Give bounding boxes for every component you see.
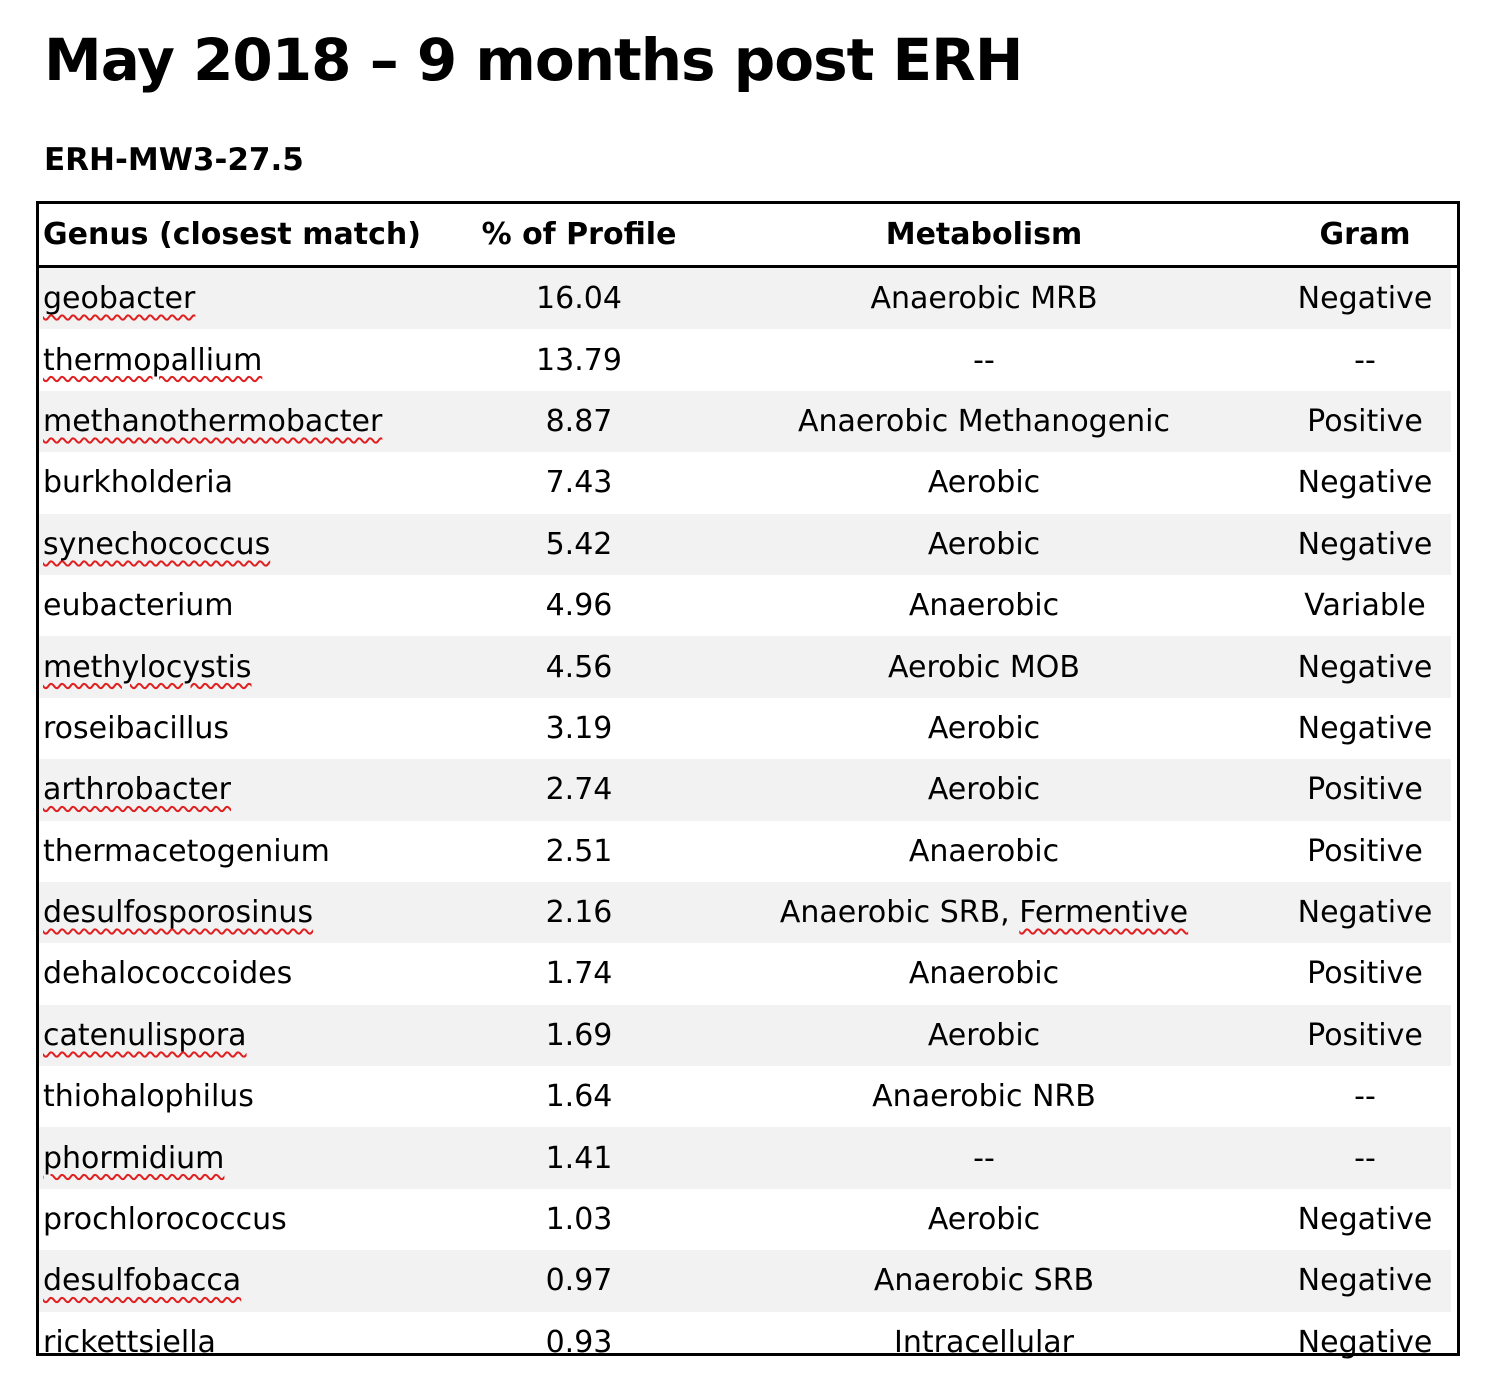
metabolism-cell: Aerobic (927, 465, 1041, 501)
table-row (39, 1312, 1451, 1373)
percent-cell: 0.97 (545, 1263, 613, 1299)
gram-cell: Negative (1297, 281, 1433, 317)
percent-cell: 3.19 (545, 710, 613, 746)
percent-cell: 4.96 (545, 588, 613, 624)
metabolism-misspelled-word: Fermentive (1019, 895, 1189, 931)
metabolism-cell: Aerobic (927, 710, 1041, 746)
metabolism-cell: Anaerobic (908, 956, 1060, 992)
genus-cell: thermopallium (43, 342, 263, 378)
gram-cell: Positive (1307, 833, 1423, 869)
gram-cell: Positive (1307, 1017, 1423, 1053)
percent-cell: 4.56 (545, 649, 613, 685)
gram-cell: Negative (1297, 1324, 1433, 1360)
table-row (39, 759, 1451, 820)
gram-cell: Negative (1297, 710, 1433, 746)
percent-cell: 7.43 (545, 465, 613, 501)
metabolism-cell: Anaerobic NRB (872, 1079, 1096, 1115)
header-genus: Genus (closest match) (43, 217, 421, 252)
table-row (39, 329, 1451, 390)
metabolism-cell: Aerobic (927, 1017, 1041, 1053)
gram-cell: Positive (1307, 772, 1423, 808)
genus-cell: geobacter (43, 281, 196, 317)
metabolism-cell: Intracellular (893, 1324, 1075, 1360)
table-row (39, 1250, 1451, 1311)
genus-cell: desulfosporosinus (43, 895, 314, 931)
metabolism-cell: -- (973, 342, 995, 378)
genus-cell: catenulispora (43, 1017, 247, 1053)
percent-cell: 1.74 (545, 956, 613, 992)
genus-cell: desulfobacca (43, 1263, 242, 1299)
header-percent: % of Profile (481, 217, 677, 252)
gram-cell: Variable (1304, 588, 1426, 624)
genus-cell: methylocystis (43, 649, 252, 685)
header-gram: Gram (1319, 217, 1411, 252)
table-row (39, 268, 1451, 329)
metabolism-cell: Anaerobic Methanogenic (797, 403, 1171, 439)
table-row (39, 1066, 1451, 1127)
gram-cell: Negative (1297, 1202, 1433, 1238)
metabolism-cell: Aerobic (927, 1202, 1041, 1238)
genus-cell: rickettsiella (43, 1324, 216, 1360)
gram-cell: Negative (1297, 895, 1433, 931)
table-header (39, 204, 1457, 268)
table-row (39, 821, 1451, 882)
genus-cell: thiohalophilus (43, 1079, 254, 1115)
gram-cell: Positive (1307, 403, 1423, 439)
genus-cell: prochlorococcus (43, 1202, 287, 1238)
percent-cell: 16.04 (536, 281, 622, 317)
gram-cell: Negative (1297, 526, 1433, 562)
table-row (39, 1127, 1451, 1188)
page-title: May 2018 – 9 months post ERH (44, 26, 1023, 94)
percent-cell: 2.16 (545, 895, 613, 931)
gram-cell: -- (1354, 342, 1376, 378)
genus-table (36, 201, 1460, 1360)
gram-cell: Negative (1297, 1263, 1433, 1299)
genus-cell: thermacetogenium (43, 833, 330, 869)
percent-cell: 1.03 (545, 1202, 613, 1238)
table-row (39, 1005, 1451, 1066)
table-row (39, 698, 1451, 759)
gram-cell: Negative (1297, 465, 1433, 501)
genus-cell: roseibacillus (43, 710, 230, 746)
percent-cell: 1.41 (545, 1140, 613, 1176)
percent-cell: 13.79 (536, 342, 622, 378)
table-row (39, 452, 1451, 513)
header-metabolism: Metabolism (885, 217, 1083, 252)
table-row (39, 943, 1451, 1004)
genus-cell: synechococcus (43, 526, 271, 562)
percent-cell: 2.51 (545, 833, 613, 869)
percent-cell: 8.87 (545, 403, 613, 439)
percent-cell: 1.64 (545, 1079, 613, 1115)
percent-cell: 5.42 (545, 526, 613, 562)
genus-cell: phormidium (43, 1140, 225, 1176)
metabolism-cell (689, 895, 1279, 930)
genus-cell: methanothermobacter (43, 403, 383, 439)
table-row (39, 636, 1451, 697)
percent-cell: 2.74 (545, 772, 613, 808)
metabolism-cell: Aerobic MOB (888, 649, 1080, 685)
genus-cell: eubacterium (43, 588, 234, 624)
metabolism-cell: Anaerobic (908, 833, 1060, 869)
metabolism-cell: Aerobic (927, 772, 1041, 808)
metabolism-cell: Anaerobic (908, 588, 1060, 624)
metabolism-cell: Anaerobic MRB (870, 281, 1098, 317)
metabolism-text: Anaerobic SRB, (779, 895, 1020, 931)
table-row (39, 882, 1451, 943)
table-row (39, 1189, 1451, 1250)
table-body (39, 268, 1457, 1373)
metabolism-cell: Anaerobic SRB (873, 1263, 1095, 1299)
genus-cell: arthrobacter (43, 772, 231, 808)
percent-cell: 0.93 (545, 1324, 613, 1360)
sample-id: ERH-MW3-27.5 (44, 142, 304, 178)
percent-cell: 1.69 (545, 1017, 613, 1053)
table-row (39, 575, 1451, 636)
metabolism-cell: Aerobic (927, 526, 1041, 562)
gram-cell: Negative (1297, 649, 1433, 685)
genus-cell: dehalococcoides (43, 956, 293, 992)
metabolism-cell: -- (973, 1140, 995, 1176)
genus-cell: burkholderia (43, 465, 234, 501)
table-row (39, 514, 1451, 575)
gram-cell: Positive (1307, 956, 1423, 992)
gram-cell: -- (1354, 1140, 1376, 1176)
table-row (39, 391, 1451, 452)
gram-cell: -- (1354, 1079, 1376, 1115)
